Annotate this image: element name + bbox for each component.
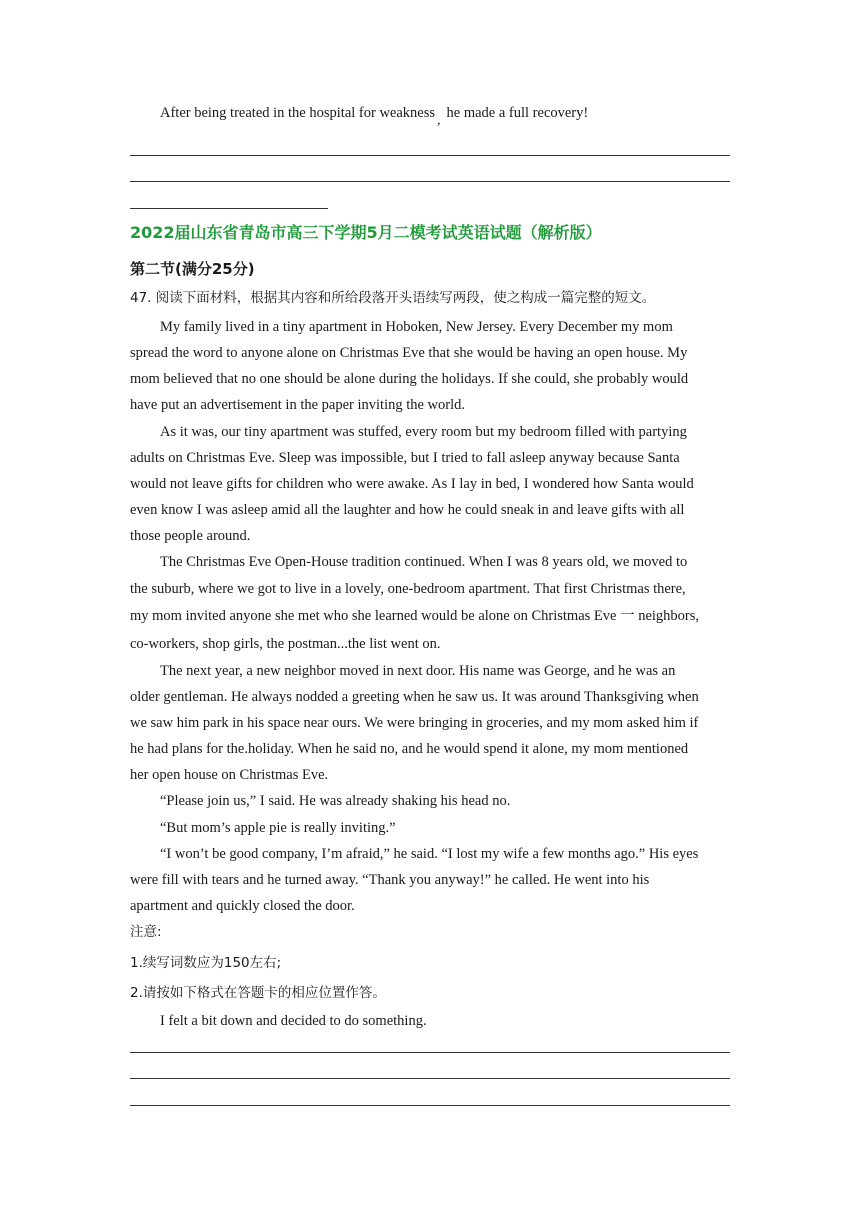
- passage-line: were fill with tears and he turned away. “Thank you anyway!” he called. He went into his: [130, 872, 650, 888]
- comma: ,: [437, 113, 441, 128]
- passage-line: spread the word to anyone alone on Christmas Eve that she would be having an open house. My: [130, 345, 688, 361]
- answer-line-1: [130, 155, 730, 156]
- passage-line: the suburb, where we got to live in a lovely, one-bedroom apartment. That first Christmas there,: [130, 581, 686, 597]
- passage-line: co-workers, shop girls, the postman...the list went on.: [130, 636, 441, 652]
- passage-line: he had plans for the.holiday. When he said no, and he would spend it alone, my mom mentioned: [130, 741, 689, 757]
- writing-line-3: [130, 1105, 730, 1106]
- passage-line: “But mom’s apple pie is really inviting.”: [160, 820, 396, 836]
- passage-line: The next year, a new neighbor moved in next door. His name was George, and he was an: [160, 663, 676, 679]
- passage-line: even know I was asleep amid all the laughter and how he could sneak in and leave gifts with all: [130, 502, 685, 518]
- passage-line: we saw him park in his space near ours. We were bringing in groceries, and my mom asked him if: [130, 715, 699, 731]
- passage-line: mom believed that no one should be alone during the holidays. If she could, she probably would: [130, 371, 689, 387]
- question-prompt: 47. 阅读下面材料，根据其内容和所给段落开头语续写两段，使之构成一篇完整的短文。: [130, 290, 656, 306]
- writing-line-2: [130, 1078, 730, 1079]
- passage-line: my mom invited anyone she met who she learned would be alone on Christmas Eve 一 neighbors,: [130, 608, 700, 624]
- note-label: 注意:: [130, 924, 162, 940]
- passage-line: those people around.: [130, 528, 251, 544]
- passage-line: her open house on Christmas Eve.: [130, 767, 329, 783]
- answer-line-3-short: [130, 208, 328, 209]
- writing-line-1: [130, 1052, 730, 1053]
- passage-line: adults on Christmas Eve. Sleep was impossible, but I tried to fall asleep anyway because Santa: [130, 450, 680, 466]
- passage-line: “I won’t be good company, I’m afraid,” he said. “I lost my wife a few months ago.” His eyes: [160, 846, 699, 862]
- passage-line: have put an advertisement in the paper inviting the world.: [130, 397, 466, 413]
- passage-line: apartment and quickly closed the door.: [130, 898, 355, 914]
- section-heading: 第二节(满分25分): [130, 260, 255, 278]
- exam-title: 2022届山东省青岛市高三下学期5月二模考试英语试题（解析版）: [130, 223, 602, 242]
- sentence-part-2: he made a full recovery!: [446, 105, 589, 121]
- passage-line: The Christmas Eve Open-House tradition continued. When I was 8 years old, we moved to: [160, 554, 688, 570]
- passage-line: “Please join us,” I said. He was already shaking his head no.: [160, 793, 511, 809]
- passage-line: older gentleman. He always nodded a greeting when he saw us. It was around Thanksgiving when: [130, 689, 699, 705]
- previous-answer-sentence: [160, 100, 760, 127]
- continuation-starter: I felt a bit down and decided to do something.: [160, 1013, 427, 1029]
- answer-line-2: [130, 181, 730, 182]
- passage-line: would not leave gifts for children who were awake. As I lay in bed, I wondered how Santa would: [130, 476, 694, 492]
- passage-line: As it was, our tiny apartment was stuffed, every room but my bedroom filled with partying: [160, 424, 687, 440]
- note-item-1: 1.续写词数应为150左右;: [130, 955, 282, 971]
- sentence-part-1: After being treated in the hospital for weakness: [160, 105, 436, 121]
- passage-line: My family lived in a tiny apartment in Hoboken, New Jersey. Every December my mom: [160, 319, 673, 335]
- note-item-2: 2.请按如下格式在答题卡的相应位置作答。: [130, 985, 386, 1001]
